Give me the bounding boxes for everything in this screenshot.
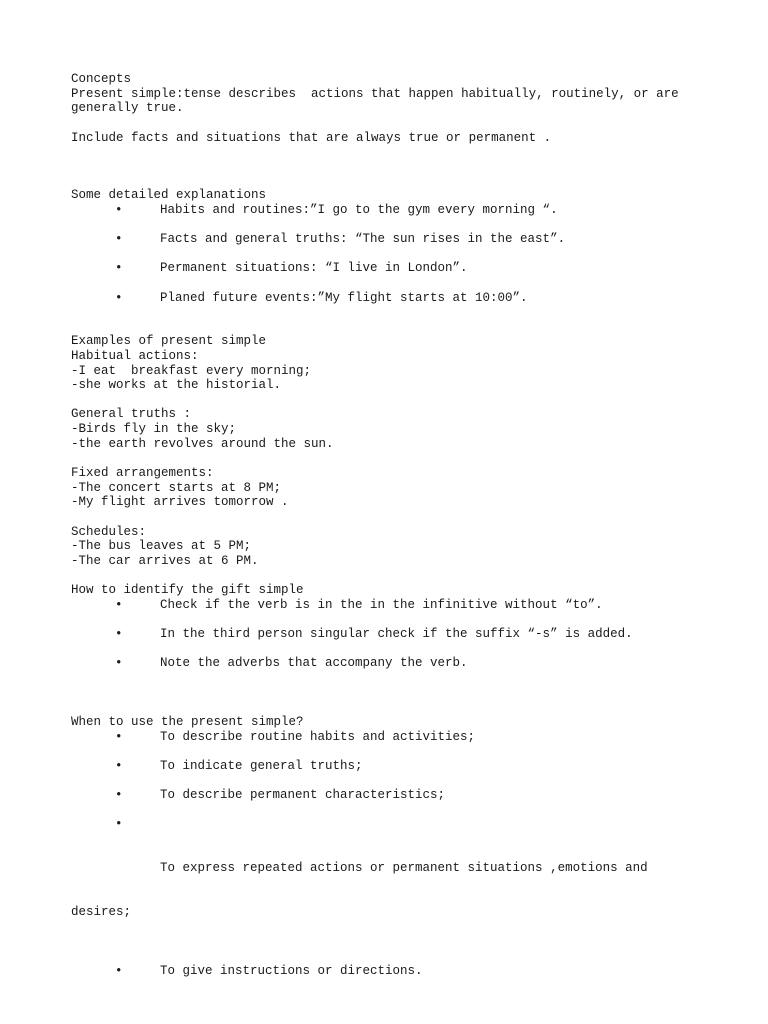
list-item-text: To give instructions or directions. bbox=[160, 963, 423, 978]
example-line: -My flight arrives tomorrow . bbox=[71, 495, 289, 510]
concepts-heading: Concepts bbox=[71, 72, 132, 86]
example-group-title: Schedules: bbox=[71, 524, 147, 539]
list-item-text: Note the adverbs that accompany the verb. bbox=[160, 656, 468, 671]
definition-line-2: generally true. bbox=[71, 101, 184, 116]
example-line: -The concert starts at 8 PM; bbox=[71, 480, 282, 495]
list-item bbox=[71, 964, 711, 979]
list-item-text: Planed future events:”My flight starts at 10:00”. bbox=[160, 290, 528, 305]
list-item bbox=[71, 261, 711, 276]
list-item bbox=[71, 203, 711, 218]
list-item-text: Habits and routines:”I go to the gym every morning “. bbox=[160, 202, 558, 217]
bullet-icon: • bbox=[115, 963, 123, 978]
usage-list bbox=[71, 730, 711, 979]
document-page bbox=[71, 72, 711, 979]
bullet-icon: • bbox=[115, 656, 123, 671]
example-group-title: General truths : bbox=[71, 407, 192, 422]
example-line: -The bus leaves at 5 PM; bbox=[71, 539, 252, 554]
example-group-title: Fixed arrangements: bbox=[71, 466, 214, 480]
list-item-text: To describe permanent characteristics; bbox=[160, 787, 446, 802]
list-item-text: Check if the verb is in the in the infinitive without “to”. bbox=[160, 597, 603, 612]
explanations-heading: Some detailed explanations bbox=[71, 188, 267, 203]
bullet-icon: • bbox=[115, 758, 123, 773]
bullet-icon: • bbox=[115, 202, 123, 217]
list-item bbox=[71, 759, 711, 774]
bullet-icon: • bbox=[115, 290, 123, 305]
list-item-text: To describe routine habits and activities; bbox=[160, 729, 476, 744]
examples-heading: Examples of present simple bbox=[71, 334, 267, 349]
list-item bbox=[71, 788, 711, 803]
list-item bbox=[71, 817, 711, 949]
include-line: Include facts and situations that are always true or permanent . bbox=[71, 130, 552, 145]
list-item bbox=[71, 232, 711, 247]
example-line: -I eat breakfast every morning; bbox=[71, 363, 312, 378]
list-item bbox=[71, 656, 711, 671]
list-item-text: To express repeated actions or permanent situations ,emotions and bbox=[160, 861, 648, 876]
identify-list bbox=[71, 598, 711, 671]
bullet-icon: • bbox=[115, 787, 123, 802]
list-item bbox=[71, 627, 711, 642]
list-item-text: In the third person singular check if the suffix “-s” is added. bbox=[160, 627, 633, 641]
list-item-text-continuation: desires; bbox=[71, 905, 132, 920]
bullet-icon: • bbox=[115, 232, 123, 247]
identify-heading: How to identify the gift simple bbox=[71, 583, 304, 598]
list-item bbox=[71, 598, 711, 613]
example-line: -Birds fly in the sky; bbox=[71, 422, 237, 437]
example-line: -she works at the historial. bbox=[71, 378, 282, 393]
bullet-icon: • bbox=[115, 597, 123, 612]
bullet-icon: • bbox=[115, 627, 123, 641]
definition-line-1: Present simple:tense describes actions that happen habitually, routinely, or are bbox=[71, 86, 679, 101]
list-item-text: To indicate general truths; bbox=[160, 758, 363, 773]
bullet-icon: • bbox=[115, 817, 123, 832]
list-item-text: Facts and general truths: “The sun rises in the east”. bbox=[160, 232, 566, 247]
usage-heading: When to use the present simple? bbox=[71, 714, 304, 729]
list-item bbox=[71, 291, 711, 306]
list-item bbox=[71, 730, 711, 745]
bullet-icon: • bbox=[115, 729, 123, 744]
bullet-icon: • bbox=[115, 261, 123, 276]
example-line: -The car arrives at 6 PM. bbox=[71, 553, 259, 568]
example-line: -the earth revolves around the sun. bbox=[71, 436, 334, 451]
explanations-list bbox=[71, 203, 711, 305]
example-group-title: Habitual actions: bbox=[71, 348, 199, 363]
list-item-text: Permanent situations: “I live in London”. bbox=[160, 261, 468, 276]
